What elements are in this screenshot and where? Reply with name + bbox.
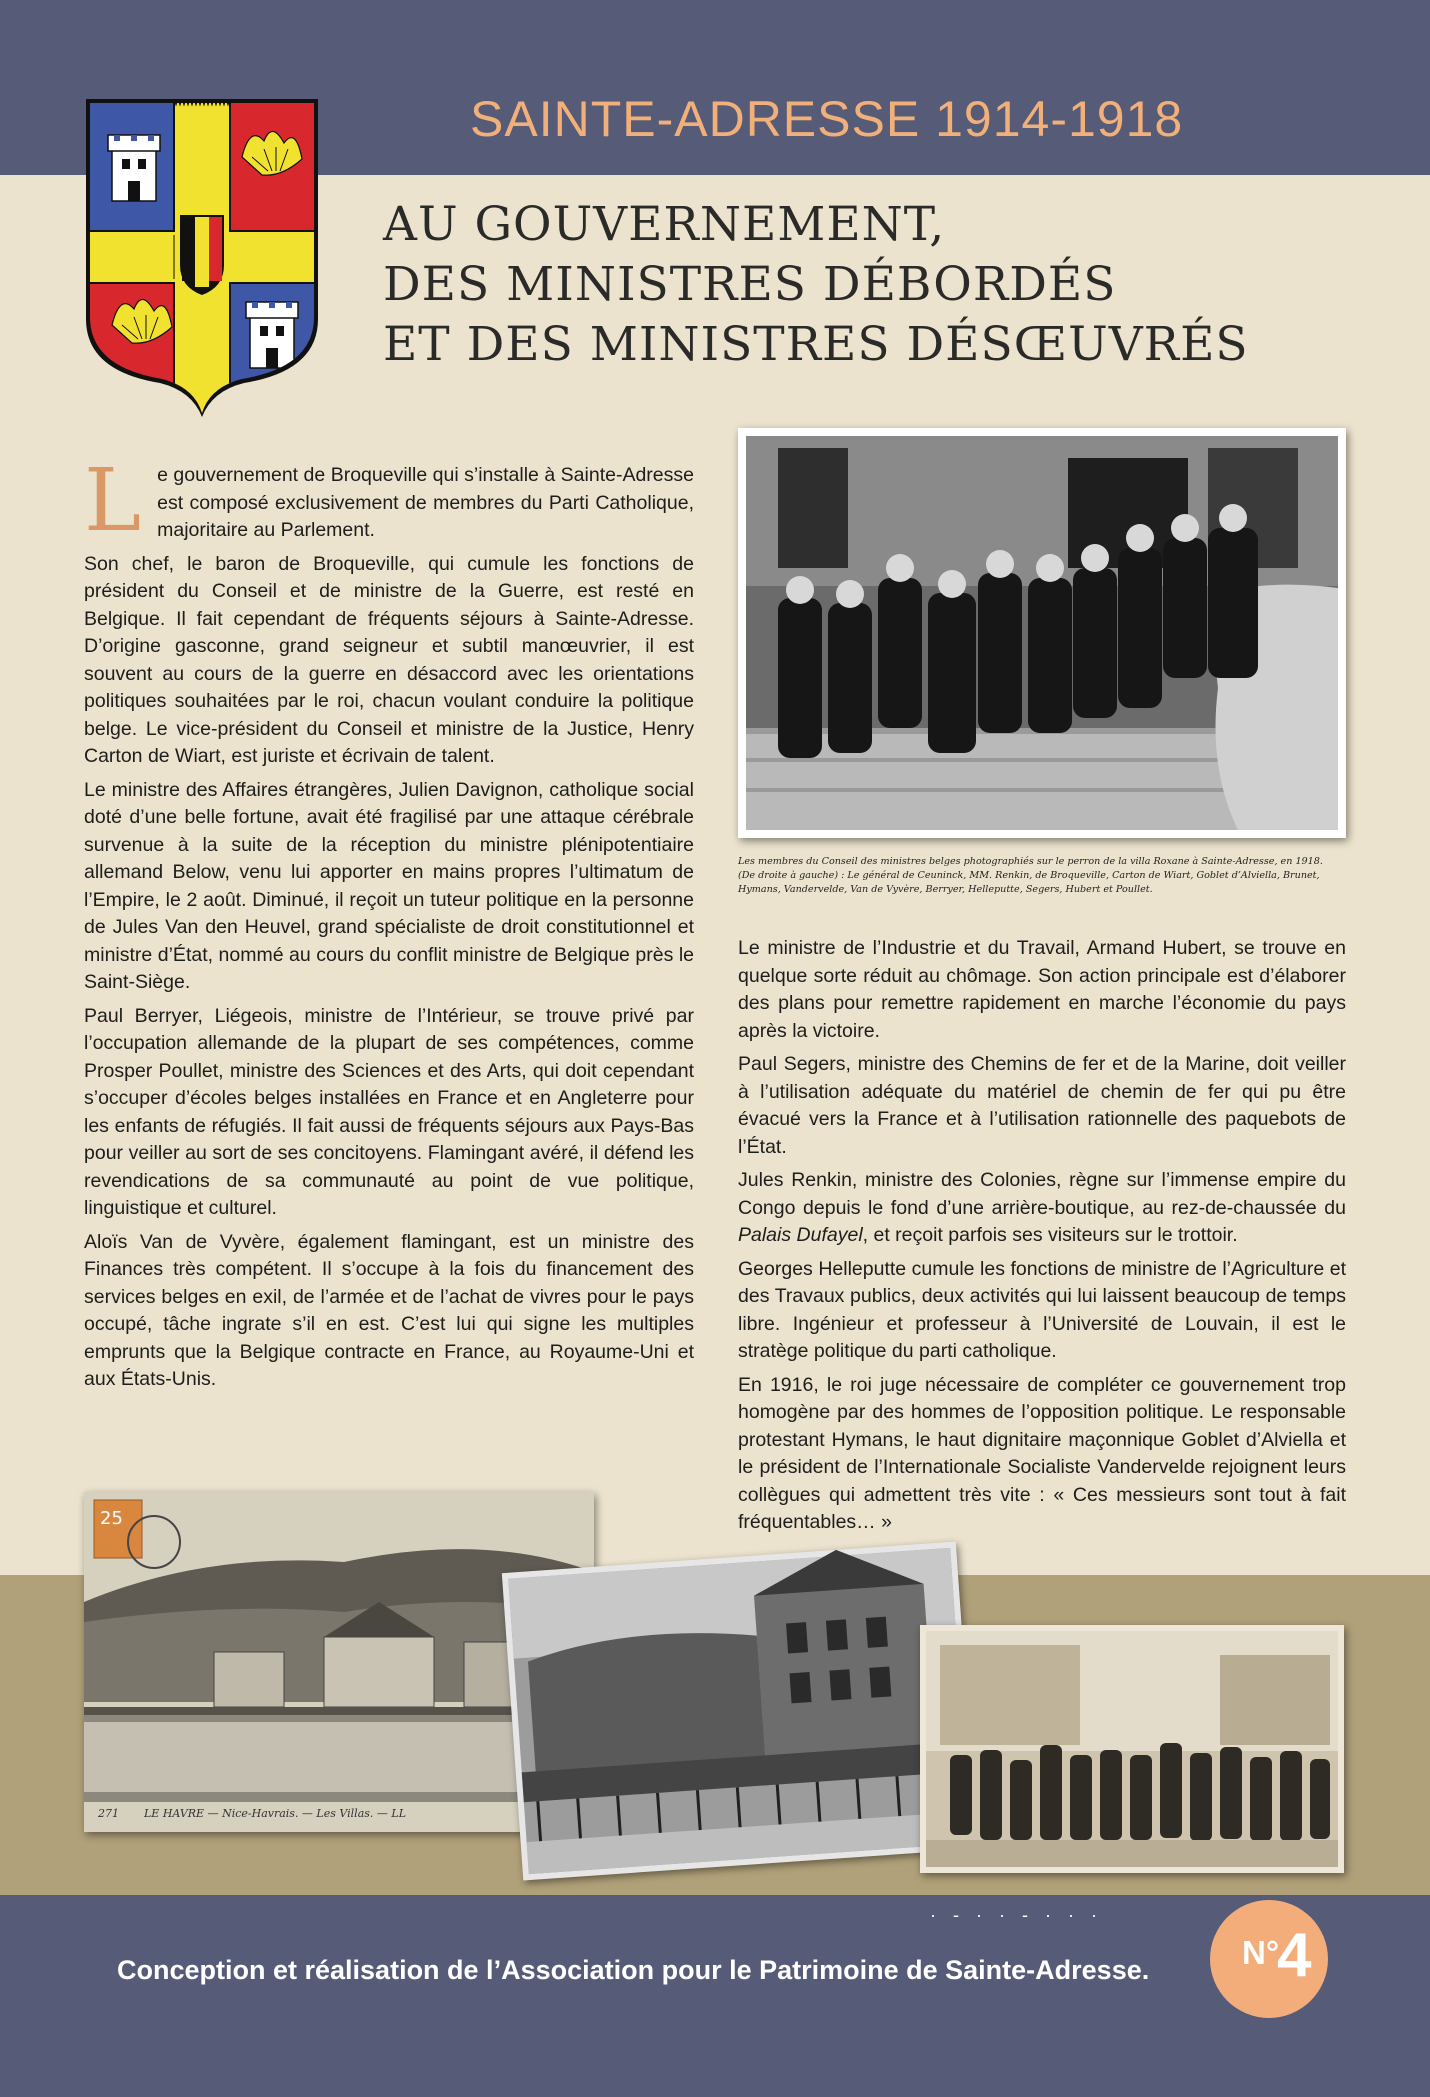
palais-dufayel: Palais Dufayel <box>738 1224 863 1246</box>
paragraph: Le ministre de l’Industrie et du Travail, Armand Hubert, se trouve en quelque sorte réduit au chômage. Son action principale est d’élaborer des plans pour remettre rapidement en marche l’économie du pays après la victoire. <box>738 937 1346 1042</box>
paragraph: En 1916, le roi juge nécessaire de compléter ce gouvernement trop homogène par des hommes de l’opposition politique. Le responsable protestant Hymans, le haut dignitaire maçonnique Goblet d’Alviella et le président de l’Internationale Socialiste Vandervelde rejoignent leurs collègues qui admettent très vite : « Ces messieurs sont tout à fait fréquentables… » <box>738 1373 1346 1533</box>
article-left-column <box>84 451 694 1400</box>
paragraph: Paul Berryer, Liégeois, ministre de l’Intérieur, se trouve privé par l’occupation allemande de la plupart de ses compétences, comme Prosper Poullet, ministre des Sciences et des Arts, qui doit cependant s’occuper d’écoles belges installées en France et en Angleterre pour les enfants de réfugiés. Il fait aussi de fréquents séjours aux Pays-Bas pour veiller au sort de ses concitoyens. Flamingant avéré, il défend les revendications de sa communauté au point de vue politique, linguistique et culturel. <box>84 1004 694 1219</box>
drop-cap: L <box>84 451 142 551</box>
photo-caption <box>738 855 1348 897</box>
footer-band <box>0 1895 1430 2097</box>
paragraph: Le ministre des Affaires étrangères, Julien Davignon, catholique social doté d’une belle fortune, avait été fragilisé par une attaque cérébrale survenue à la suite de la réception du ministre plénipotentiaire allemand Below, venu lui apporter en mains propres l’ultimatum de l’Empire, le 2 août. Diminué, il reçoit un tuteur politique en la personne de Jules Van den Heuvel, grand spécialiste de droit constitutionnel et ministre d’État, nommé au cours du conflit ministre de Belgique près le Saint-Siège. <box>84 778 694 993</box>
paragraph: Aloïs Van de Vyvère, également flamingant, est un ministre des Finances très compétent. Il s’occupe à la fois du financement des services belges en exil, de l’armée et de l’achat de vivres pour le pays occupé, tâche ingrate s’il en est. C’est lui qui signe les multiples emprunts que la Belgique contracte en France, au Royaume-Uni et aux États-Unis. <box>84 1230 694 1390</box>
paragraph: Paul Segers, ministre des Chemins de fer et de la Marine, doit veiller à l’utilisation adéquate du matériel de chemin de fer qui pu être évacué vers la France et à l’utilisation rationnelle des paquebots de l’État. <box>738 1053 1346 1158</box>
postcard-caption: LE HAVRE — Nice-Havrais. — Les Villas. — LL <box>144 1807 406 1820</box>
title-line-3: ET DES MINISTRES DÉSŒUVRÉS <box>383 317 1249 372</box>
caption-line-2: (De droite à gauche) : Le général de Ceuninck, MM. Renkin, de Broqueville, Carton de Wiart, Goblet d’Alviella, Brunet, Hymans, Vandervelde, Van de Vyvère, Berryer, Helleputte, Segers, Hubert et Poullet. <box>738 870 1320 895</box>
intro-paragraph <box>84 451 694 551</box>
ministers-photo <box>738 428 1346 838</box>
caption-line-1: Les membres du Conseil des ministres belges photographiés sur le perron de la villa Roxane à Sainte-Adresse, en 1918. <box>738 856 1323 867</box>
villa-photo <box>502 1542 977 1881</box>
postcard-number: 271 <box>98 1807 119 1820</box>
title-line-1: AU GOUVERNEMENT, <box>383 197 946 252</box>
postcard-stamp-value: 25 <box>100 1508 123 1529</box>
footer-credit: Conception et réalisation de l’Association pour le Patrimoine de Sainte-Adresse. <box>117 1955 1150 1985</box>
decorative-marks: · - · · - · · · <box>930 1905 1103 1925</box>
article-right-column <box>738 935 1346 1543</box>
paragraph: Georges Helleputte cumule les fonctions de ministre de l’Agriculture et des Travaux publics, deux activités qui lui laissent beaucoup de temps libre. Ingénieur et professeur à l’Université de Louvain, il est le stratège politique du parti catholique. <box>738 1257 1346 1362</box>
title-line-2: DES MINISTRES DÉBORDÉS <box>383 257 1117 312</box>
page-title <box>383 195 1249 375</box>
coat-of-arms <box>82 97 322 417</box>
renkin-paragraph: Jules Renkin, ministre des Colonies, règne sur l’immense empire du Congo depuis le fond d’une arrière-boutique, au rez-de-chaussée du Palais Dufayel, et reçoit parfois ses visiteurs sur le trottoir. <box>738 1169 1346 1246</box>
series-title: SAINTE-ADRESSE 1914-1918 <box>470 91 1184 147</box>
issue-number-label: N° <box>1242 1934 1280 1971</box>
issue-number: 4 <box>1277 1921 1312 1990</box>
paragraph: Son chef, le baron de Broqueville, qui cumule les fonctions de président du Conseil et de ministre de la Guerre, est resté en Belgique. Il fait cependant de fréquents séjours à Sainte-Adresse. D’origine gasconne, grand seigneur et subtil manœuvrier, il est souvent au cours de la guerre en désaccord avec les orientations politiques souhaitées par le roi, chacun voulant conduire la politique belge. Le vice-président du Conseil et ministre de la Justice, Henry Carton de Wiart, est juriste et écrivain de talent. <box>84 552 694 767</box>
intro-text: e gouvernement de Broqueville qui s’installe à Sainte-Adresse est composé exclusivement de membres du Parti Catholique, majoritaire au Parlement. <box>157 464 694 541</box>
crowd-photo <box>920 1625 1344 1873</box>
